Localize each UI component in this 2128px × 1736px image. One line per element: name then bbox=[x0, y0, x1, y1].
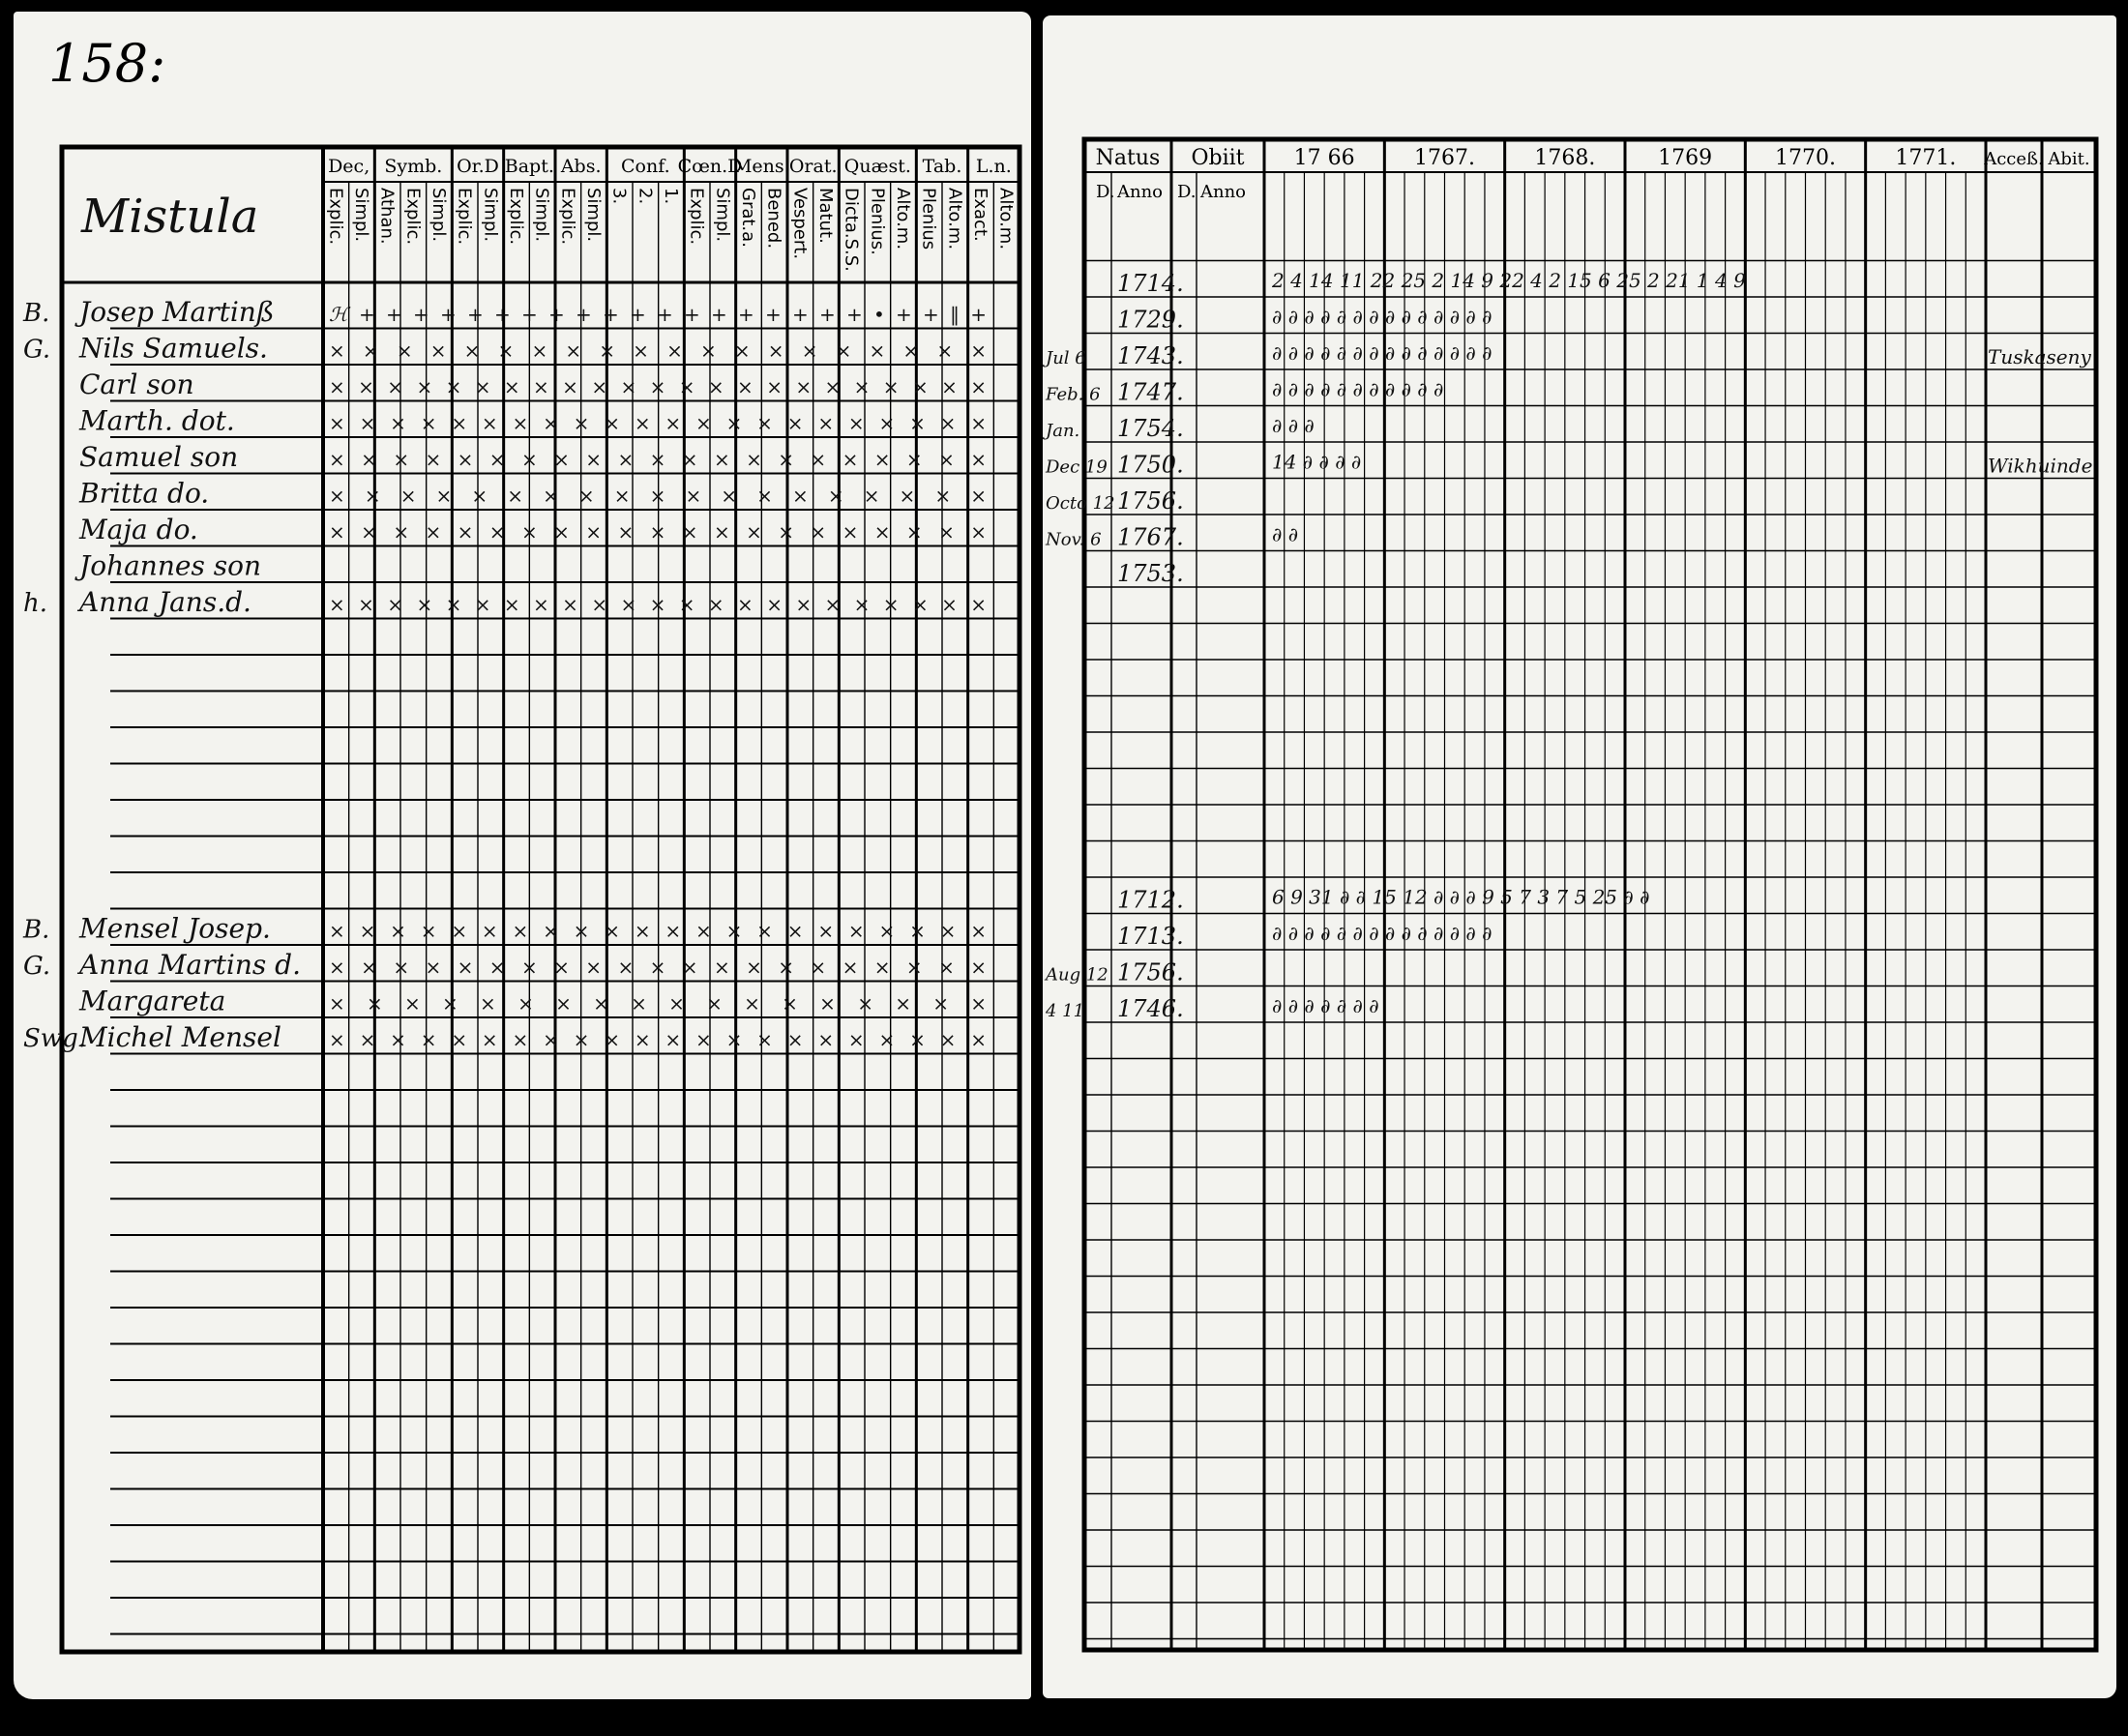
row-marks: ∂ ∂ bbox=[1272, 522, 1299, 546]
column-group-5: Conf. bbox=[621, 156, 670, 177]
row-prefix: Swg. bbox=[23, 1024, 86, 1053]
row-prefix: G. bbox=[23, 335, 51, 365]
row-name: Mensel Josep. bbox=[79, 912, 271, 945]
year-header-3: 1769 bbox=[1658, 146, 1713, 170]
row-marks: × × × × × × × × × × × × × × × × × × × × × × × bbox=[329, 375, 987, 398]
column-sub-1-0: Athan. bbox=[376, 188, 398, 245]
column-sub-11-0: Exact. bbox=[970, 188, 990, 242]
column-sub-5-2: 1. bbox=[661, 188, 681, 205]
column-sub-6-1: Simpl. bbox=[712, 188, 733, 243]
column-sub-10-1: Alto.m. bbox=[944, 188, 965, 250]
column-sub-4-1: Simpl. bbox=[583, 188, 604, 243]
row-marks: 6 9 31 ∂ ∂ 15 12 ∂ ∂ ∂ 9 5 7 3 7 5 25 ∂ ∂ bbox=[1272, 885, 1650, 909]
column-sub-9-0: Dicta.S.S. bbox=[841, 188, 862, 272]
row-name: Maja do. bbox=[79, 514, 198, 545]
row-marks: × × × × × × × × × × × × × × × × × × × bbox=[329, 484, 987, 508]
row-marks: ∂ ∂ ∂ bbox=[1272, 414, 1315, 437]
obiit-anno-header: Anno bbox=[1200, 182, 1247, 202]
column-group-7: Mens. bbox=[732, 156, 790, 177]
column-sub-5-1: 2. bbox=[635, 188, 656, 205]
column-group-3: Bapt. bbox=[504, 156, 554, 177]
row-marks: × × × × × × × × × × × × × × × × × × × × × × bbox=[329, 919, 987, 943]
row-marks: × × × × × × × × × × × × × × × × × × × × × × bbox=[329, 1028, 987, 1051]
row-note: Wikhuinde bbox=[1988, 454, 2093, 478]
row-marks: × × × × × × × × × × × × × × × × × × × × × × × bbox=[329, 593, 987, 616]
column-group-6: Cœn.D bbox=[677, 156, 743, 177]
row-marks: × × × × × × × × × × × × × × × × × × × × × × bbox=[329, 411, 987, 435]
row-marks: ∂ ∂ ∂ ∂ ∂ ∂ ∂ ∂ ∂ ∂ ∂ ∂ ∂ ∂ bbox=[1272, 922, 1493, 945]
row-day: Aug 12 bbox=[1046, 964, 1108, 986]
column-sub-2-0: Explic. bbox=[454, 188, 475, 246]
year-header-5: 1771. bbox=[1895, 146, 1957, 170]
right-page bbox=[1043, 15, 2116, 1698]
page-number: 158: bbox=[48, 33, 166, 94]
row-year: 1743. bbox=[1117, 342, 1184, 369]
column-sub-1-1: Explic. bbox=[402, 188, 424, 246]
natus-day-header: D. bbox=[1096, 182, 1115, 202]
column-sub-8-1: Matut. bbox=[815, 188, 836, 244]
year-header-4: 1770. bbox=[1775, 146, 1836, 170]
column-sub-7-1: Bened. bbox=[763, 188, 784, 250]
row-day: 4 11 bbox=[1046, 1001, 1085, 1021]
row-marks: × × × × × × × × × × × × × × × × × × × × bbox=[329, 338, 987, 363]
column-sub-5-0: 3. bbox=[608, 188, 630, 205]
row-year: 1714. bbox=[1117, 270, 1184, 297]
book-gutter bbox=[1031, 0, 1043, 1736]
row-year: 1750. bbox=[1117, 451, 1184, 479]
column-sub-0-1: Simpl. bbox=[351, 188, 371, 243]
natus-header: Natus bbox=[1095, 146, 1161, 170]
column-group-10: Tab. bbox=[922, 156, 962, 177]
row-prefix: h. bbox=[23, 589, 48, 618]
column-sub-4-0: Explic. bbox=[557, 188, 578, 246]
left-register-table bbox=[23, 147, 1029, 1656]
row-marks: 2 4 14 11 22 25 2 14 9 22 4 2 15 6 25 2 21 1 4 9 bbox=[1272, 269, 1746, 292]
natus-anno-header: Anno bbox=[1117, 182, 1164, 202]
row-year: 1756. bbox=[1117, 958, 1184, 986]
row-marks: ∂ ∂ ∂ ∂ ∂ ∂ ∂ ∂ ∂ ∂ ∂ ∂ ∂ ∂ bbox=[1272, 341, 1493, 365]
column-sub-7-0: Grat.a. bbox=[738, 188, 758, 248]
column-group-2: Or.D bbox=[457, 156, 499, 177]
year-header-1: 1767. bbox=[1414, 146, 1475, 170]
row-name: Nils Samuels. bbox=[79, 332, 268, 365]
year-header-2: 1768. bbox=[1534, 146, 1596, 170]
row-year: 1729. bbox=[1117, 306, 1184, 334]
row-name: Carl son bbox=[79, 368, 194, 400]
row-day: Octo 12 bbox=[1046, 493, 1115, 514]
left-table-border bbox=[62, 147, 1020, 1652]
obiit-header: Obiit bbox=[1191, 146, 1245, 170]
row-year: 1746. bbox=[1117, 995, 1184, 1022]
column-sub-2-1: Simpl. bbox=[480, 188, 501, 243]
row-day: Jul 6 bbox=[1046, 348, 1086, 368]
place-name: Mistula bbox=[81, 190, 259, 244]
column-sub-9-2: Alto.m. bbox=[893, 188, 913, 250]
row-prefix: B. bbox=[23, 915, 50, 945]
row-year: 1712. bbox=[1117, 886, 1184, 914]
column-sub-3-0: Explic. bbox=[506, 188, 526, 246]
row-year: 1747. bbox=[1117, 378, 1184, 406]
left-page bbox=[14, 12, 1031, 1699]
row-day: Dec 19 bbox=[1046, 456, 1108, 478]
row-name: Anna Jans.d. bbox=[79, 586, 251, 618]
column-sub-10-0: Plenius bbox=[918, 188, 939, 250]
column-sub-1-2: Simpl. bbox=[429, 188, 449, 243]
obiit-day-header: D. bbox=[1177, 182, 1197, 202]
abiit-header: Abit. bbox=[2048, 149, 2090, 169]
row-marks: × × × × × × × × × × × × × × × × × × × × × bbox=[329, 956, 987, 979]
accessit-header: Acceß. bbox=[1984, 149, 2044, 169]
row-name: Johannes son bbox=[79, 549, 261, 582]
row-day: Jan. bbox=[1046, 421, 1080, 441]
row-marks: ∂ ∂ ∂ ∂ ∂ ∂ ∂ bbox=[1272, 994, 1379, 1017]
row-year: 1756. bbox=[1117, 487, 1184, 515]
row-marks: 14 ∂ ∂ ∂ ∂ bbox=[1272, 450, 1362, 474]
column-sub-0-0: Explic. bbox=[325, 188, 346, 246]
row-marks: × × × × × × × × × × × × × × × × × × × × × bbox=[329, 448, 987, 471]
column-group-11: L.n. bbox=[975, 156, 1012, 177]
row-name: Samuel son bbox=[79, 441, 239, 473]
row-name: Marth. dot. bbox=[79, 404, 235, 437]
right-register-table bbox=[1046, 137, 2107, 1658]
row-marks: × × × × × × × × × × × × × × × × × × bbox=[329, 991, 988, 1015]
row-day: Nov. 6 bbox=[1046, 529, 1102, 550]
column-sub-8-0: Vespert. bbox=[789, 188, 811, 260]
column-group-4: Abs. bbox=[560, 156, 602, 177]
year-header-0: 17 66 bbox=[1293, 146, 1355, 170]
row-name: Anna Martins d. bbox=[79, 949, 301, 981]
row-name: Michel Mensel bbox=[79, 1021, 281, 1053]
row-name: Margareta bbox=[79, 985, 226, 1017]
row-year: 1767. bbox=[1117, 523, 1184, 551]
row-note: Tuskaseny bbox=[1988, 345, 2091, 368]
column-group-1: Symb. bbox=[384, 156, 443, 177]
row-marks: ℋ + + + + + + + + + + + + + + + + + + + • + + ‖ + bbox=[329, 303, 988, 326]
row-prefix: G. bbox=[23, 952, 51, 981]
row-name: Britta do. bbox=[79, 477, 210, 510]
row-year: 1713. bbox=[1117, 923, 1184, 950]
row-marks: ∂ ∂ ∂ ∂ ∂ ∂ ∂ ∂ ∂ ∂ ∂ ∂ ∂ ∂ bbox=[1272, 305, 1493, 329]
column-sub-11-1: Alto.m. bbox=[995, 188, 1017, 250]
row-marks: ∂ ∂ ∂ ∂ ∂ ∂ ∂ ∂ ∂ ∂ ∂ bbox=[1272, 377, 1444, 401]
row-year: 1754. bbox=[1117, 415, 1184, 442]
column-group-0: Dec, bbox=[328, 156, 370, 177]
row-name: Josep Martinß bbox=[79, 296, 275, 328]
row-day: Feb. 6 bbox=[1046, 384, 1101, 405]
column-group-9: Quæst. bbox=[843, 156, 911, 177]
row-prefix: B. bbox=[23, 299, 50, 328]
row-year: 1753. bbox=[1117, 560, 1184, 587]
column-group-8: Orat. bbox=[788, 156, 838, 177]
row-marks: × × × × × × × × × × × × × × × × × × × × × bbox=[329, 520, 987, 544]
column-sub-6-0: Explic. bbox=[686, 188, 707, 246]
column-sub-3-1: Simpl. bbox=[531, 188, 552, 243]
column-sub-9-1: Plenius. bbox=[867, 188, 888, 255]
